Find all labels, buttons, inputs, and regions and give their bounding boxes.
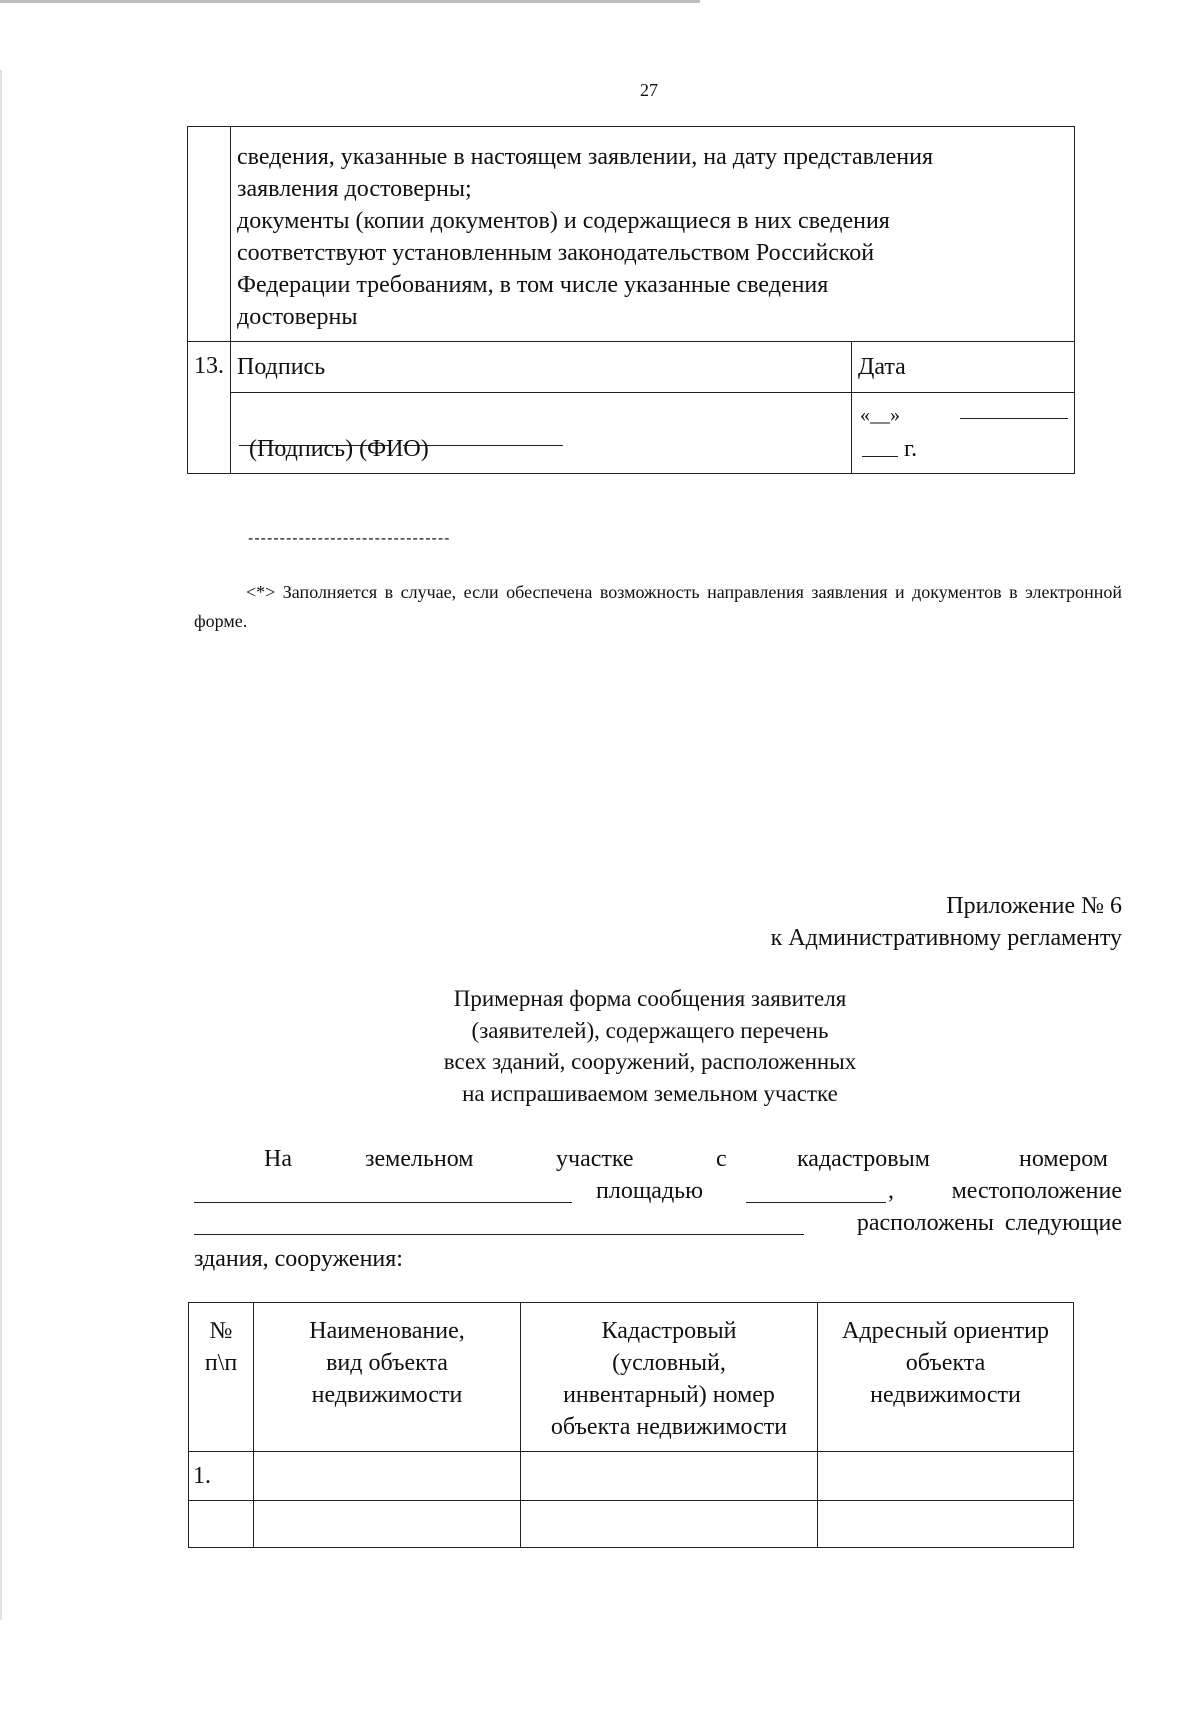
scan-edge-top bbox=[0, 0, 700, 3]
date-year-suffix: г. bbox=[904, 436, 918, 462]
appendix-heading bbox=[771, 890, 1122, 954]
paragraph-last-line: здания, сооружения: bbox=[194, 1246, 403, 1272]
header-text: объекта недвижимости bbox=[550, 1414, 788, 1440]
header-text: недвижимости bbox=[870, 1382, 1021, 1408]
header-text: вид объекта bbox=[326, 1350, 448, 1376]
land-plot-paragraph: На земельном участке с кадастровым номером площадью , местоположение расположены следующие здания, сооружения: bbox=[194, 1146, 1122, 1272]
declaration-line: заявления достоверны; bbox=[237, 176, 472, 202]
footnote-text: <*> Заполняется в случае, если обеспечена возможность направления заявления и документов в электронной форме. bbox=[194, 582, 1122, 631]
row-number-13: 13. bbox=[188, 342, 231, 474]
date-day-quote: «__» bbox=[860, 404, 900, 426]
header-text: недвижимости bbox=[311, 1382, 463, 1408]
paragraph-word: участке bbox=[556, 1146, 634, 1172]
table-row bbox=[189, 1452, 1074, 1501]
title-line: на испрашиваемом земельном участке bbox=[462, 1080, 838, 1106]
table-cell[interactable] bbox=[521, 1452, 818, 1501]
declaration-table bbox=[187, 126, 1075, 474]
paragraph-word: номером bbox=[1019, 1146, 1108, 1172]
appendix-reference: к Административному регламенту bbox=[770, 925, 1122, 951]
header-text: п\п bbox=[204, 1350, 238, 1376]
appendix-number: Приложение № 6 bbox=[946, 893, 1122, 919]
header-text: (условный, bbox=[612, 1350, 726, 1376]
declaration-number-cell bbox=[188, 127, 231, 342]
title-line: (заявителей), содержащего перечень bbox=[471, 1017, 829, 1043]
location-line[interactable] bbox=[194, 1233, 804, 1235]
header-text: Адресный ориентир bbox=[842, 1318, 1049, 1344]
header-text: Наименование, bbox=[309, 1318, 465, 1344]
header-text: объекта bbox=[905, 1350, 986, 1376]
date-month-line bbox=[960, 417, 1068, 419]
table-cell[interactable] bbox=[254, 1501, 521, 1548]
paragraph-word: кадастровым bbox=[797, 1146, 930, 1172]
signature-field[interactable] bbox=[231, 393, 852, 474]
location-label: местоположение bbox=[951, 1178, 1122, 1204]
header-text: инвентарный) номер bbox=[563, 1382, 775, 1408]
declaration-line: достоверны bbox=[237, 304, 358, 330]
cadastral-number-line[interactable] bbox=[194, 1201, 572, 1203]
declaration-line: Федерации требованиям, в том числе указанные сведения bbox=[237, 272, 829, 298]
declaration-line: документы (копии документов) и содержащиеся в них сведения bbox=[237, 208, 890, 234]
declaration-text-cell bbox=[231, 127, 1075, 342]
table-cell[interactable]: 1. bbox=[189, 1452, 254, 1501]
buildings-table bbox=[188, 1302, 1074, 1548]
declaration-line: соответствуют установленным законодательством Российской bbox=[237, 240, 875, 266]
date-year-line bbox=[862, 455, 898, 457]
header-name bbox=[254, 1303, 521, 1452]
table-row bbox=[189, 1501, 1074, 1548]
footnote-separator: -------------------------------- bbox=[248, 530, 451, 547]
header-address bbox=[818, 1303, 1074, 1452]
paragraph-word: с bbox=[716, 1146, 727, 1172]
header-text: № bbox=[209, 1318, 233, 1344]
table-cell[interactable] bbox=[189, 1501, 254, 1548]
header-cadastral bbox=[521, 1303, 818, 1452]
signature-caption: (Подпись) (ФИО) bbox=[249, 436, 429, 462]
table-cell[interactable] bbox=[521, 1501, 818, 1548]
scan-edge-left bbox=[0, 70, 2, 1620]
title-line: всех зданий, сооружений, расположенных bbox=[443, 1049, 857, 1074]
signature-label: Подпись bbox=[231, 342, 852, 393]
table-cell[interactable] bbox=[818, 1452, 1074, 1501]
form-title bbox=[330, 983, 970, 1109]
area-label: площадью bbox=[596, 1178, 704, 1204]
declaration-line: сведения, указанные в настоящем заявлении, на дату представления bbox=[237, 144, 933, 170]
date-label: Дата bbox=[852, 342, 1075, 393]
paragraph-word: земельном bbox=[365, 1146, 474, 1172]
title-line: Примерная форма сообщения заявителя bbox=[453, 986, 847, 1011]
header-text: Кадастровый bbox=[601, 1318, 737, 1344]
located-phrase: расположены следующие bbox=[856, 1210, 1122, 1236]
date-field[interactable] bbox=[852, 393, 1075, 474]
table-cell[interactable] bbox=[818, 1501, 1074, 1548]
table-cell[interactable] bbox=[254, 1452, 521, 1501]
header-number bbox=[189, 1303, 254, 1452]
page-number: 27 bbox=[640, 80, 658, 100]
area-line[interactable] bbox=[746, 1201, 886, 1203]
paragraph-word: На bbox=[264, 1146, 292, 1172]
